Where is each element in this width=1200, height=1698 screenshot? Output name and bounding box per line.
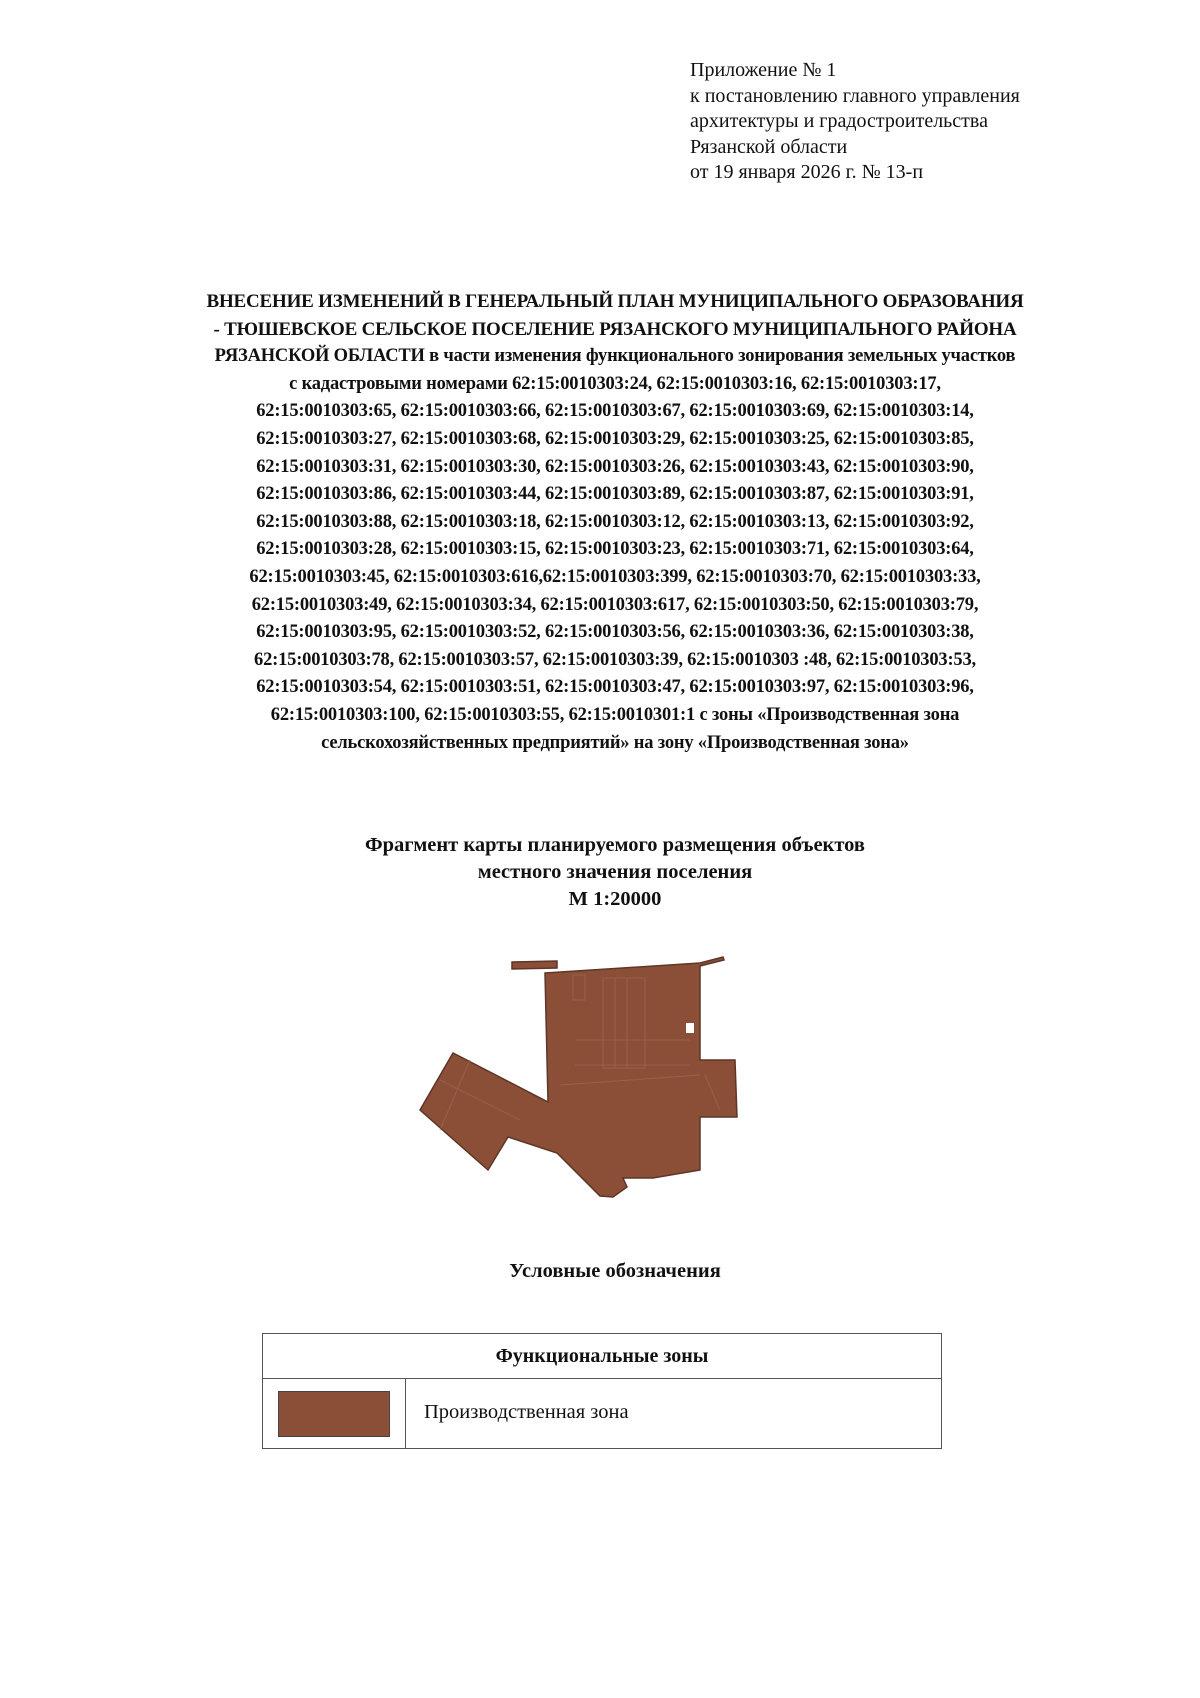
map-title-line: местного значения поселения xyxy=(477,861,753,883)
heading-line: 62:15:0010303:31, 62:15:0010303:30, 62:15:0010303:26, 62:15:0010303:43, 62:15:0010303:90, xyxy=(256,456,974,477)
legend-table xyxy=(262,1333,942,1449)
map-scale: М 1:20000 xyxy=(568,888,662,910)
map-zone-production xyxy=(420,957,737,1197)
legend-row xyxy=(263,1379,941,1449)
heading-line: 62:15:0010303:27, 62:15:0010303:68, 62:15:0010303:29, 62:15:0010303:25, 62:15:0010303:85, xyxy=(256,428,974,449)
legend-header: Функциональные зоны xyxy=(263,1334,941,1379)
heading-line: 62:15:0010303:78, 62:15:0010303:57, 62:15:0010303:39, 62:15:0010303 :48, 62:15:0010303:53, xyxy=(254,649,976,670)
heading-line: 62:15:0010303:54, 62:15:0010303:51, 62:15:0010303:47, 62:15:0010303:97, 62:15:0010303:96, xyxy=(256,677,974,698)
heading-line: 62:15:0010303:28, 62:15:0010303:15, 62:15:0010303:23, 62:15:0010303:71, 62:15:0010303:64, xyxy=(256,539,974,560)
appendix-line: Рязанской области xyxy=(690,135,848,158)
heading-line: - ТЮШЕВСКОЕ СЕЛЬСКОЕ ПОСЕЛЕНИЕ РЯЗАНСКОГО МУНИЦИПАЛЬНОГО РАЙОНА xyxy=(213,318,1017,340)
legend-title: Условные обозначения xyxy=(509,1260,721,1282)
map-zone-strip xyxy=(512,961,557,969)
heading-line: 62:15:0010303:45, 62:15:0010303:616,62:15:0010303:399, 62:15:0010303:70, 62:15:0010303:33, xyxy=(249,566,981,587)
appendix-line: архитектуры и градостроительства xyxy=(690,110,988,132)
legend-label: Производственная зона xyxy=(424,1401,629,1423)
appendix-line: от 19 января 2026 г. № 13-п xyxy=(690,161,924,183)
heading-line: с кадастровыми номерами 62:15:0010303:24, 62:15:0010303:16, 62:15:0010303:17, xyxy=(289,373,941,394)
heading-line: 62:15:0010303:100, 62:15:0010303:55, 62:15:0010301:1 с зоны «Производственная зона xyxy=(270,704,960,725)
map-gap xyxy=(686,1023,694,1033)
heading-line: 62:15:0010303:86, 62:15:0010303:44, 62:15:0010303:89, 62:15:0010303:87, 62:15:0010303:91, xyxy=(256,484,974,505)
heading-line: РЯЗАНСКОЙ ОБЛАСТИ в части изменения функционального зонирования земельных участков xyxy=(214,346,1016,367)
appendix-line: Приложение № 1 xyxy=(690,59,837,81)
heading-line: 62:15:0010303:88, 62:15:0010303:18, 62:15:0010303:12, 62:15:0010303:13, 62:15:0010303:92, xyxy=(256,511,974,532)
heading-line: 62:15:0010303:95, 62:15:0010303:52, 62:15:0010303:56, 62:15:0010303:36, 62:15:0010303:38, xyxy=(256,622,974,643)
heading-line: сельскохозяйственных предприятий» на зону «Производственная зона» xyxy=(321,732,909,753)
heading-line: ВНЕСЕНИЕ ИЗМЕНЕНИЙ В ГЕНЕРАЛЬНЫЙ ПЛАН МУНИЦИПАЛЬНОГО ОБРАЗОВАНИЯ xyxy=(206,291,1024,312)
legend-swatch xyxy=(278,1391,390,1437)
appendix-line: к постановлению главного управления xyxy=(690,84,1020,107)
heading-line: 62:15:0010303:65, 62:15:0010303:66, 62:15:0010303:67, 62:15:0010303:69, 62:15:0010303:14, xyxy=(256,401,974,422)
legend-swatch-cell xyxy=(263,1379,406,1449)
map-title-line: Фрагмент карты планируемого размещения объектов xyxy=(365,834,865,856)
heading-line: 62:15:0010303:49, 62:15:0010303:34, 62:15:0010303:617, 62:15:0010303:50, 62:15:0010303:79, xyxy=(251,594,979,615)
